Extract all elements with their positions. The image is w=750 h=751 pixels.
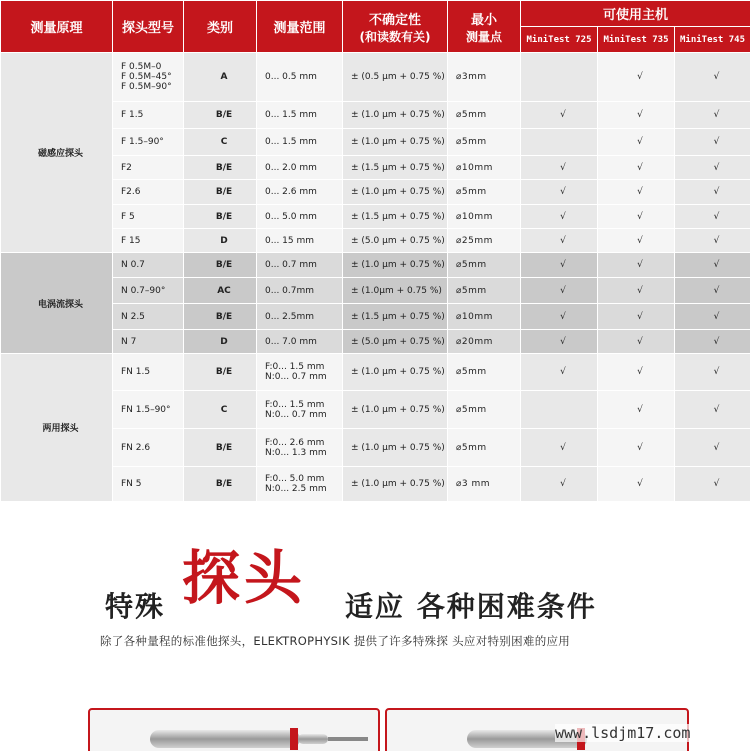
uncertainty-cell: ± (1.0 µm + 0.75 %) bbox=[343, 391, 448, 429]
checkmark-icon: √ bbox=[713, 211, 720, 222]
range-cell: 0... 5.0 mm bbox=[257, 205, 343, 229]
host-check-cell bbox=[521, 330, 598, 354]
model-cell: N 0.7–90° bbox=[113, 278, 184, 304]
host-check-cell bbox=[675, 391, 750, 429]
headline-part2: 探头 bbox=[182, 544, 307, 612]
header-host-725: MiniTest 725 bbox=[521, 27, 598, 53]
host-check-cell bbox=[521, 205, 598, 229]
min-area-cell: ⌀5mm bbox=[448, 354, 521, 391]
checkmark-icon: √ bbox=[637, 72, 643, 82]
table-row bbox=[1, 253, 750, 278]
category-cell: B/E bbox=[184, 354, 257, 391]
header-principle: 测量原理 bbox=[1, 1, 113, 53]
host-check-cell bbox=[598, 467, 675, 502]
host-check-cell bbox=[598, 229, 675, 253]
host-check-cell bbox=[598, 354, 675, 391]
host-check-cell bbox=[521, 129, 598, 156]
model-cell: F2.6 bbox=[113, 180, 184, 205]
uncertainty-cell: ± (1.0 µm + 0.75 %) bbox=[343, 102, 448, 129]
host-check-cell bbox=[598, 53, 675, 102]
category-cell: B/E bbox=[184, 180, 257, 205]
checkmark-icon: √ bbox=[713, 187, 720, 197]
header-uncertainty bbox=[343, 1, 448, 53]
range-cell: 0... 15 mm bbox=[257, 229, 343, 253]
category-cell: B/E bbox=[184, 205, 257, 229]
host-check-cell bbox=[675, 229, 750, 253]
host-check-cell bbox=[521, 253, 598, 278]
uncertainty-cell: ± (5.0 µm + 0.75 %) bbox=[343, 330, 448, 354]
checkmark-icon: √ bbox=[637, 235, 643, 246]
host-check-cell bbox=[598, 330, 675, 354]
checkmark-icon: √ bbox=[637, 479, 643, 489]
checkmark-icon: √ bbox=[637, 162, 643, 173]
probe-neck-left bbox=[298, 734, 328, 744]
headline-part1: 特殊 bbox=[105, 590, 166, 623]
checkmark-icon: √ bbox=[713, 260, 720, 270]
host-check-cell bbox=[598, 278, 675, 304]
host-check-cell bbox=[521, 391, 598, 429]
category-cell: D bbox=[184, 330, 257, 354]
principle-cell: 两用探头 bbox=[1, 354, 113, 502]
watermark: www.lsdjm17.com bbox=[555, 724, 691, 742]
min-area-cell: ⌀5mm bbox=[448, 180, 521, 205]
checkmark-icon: √ bbox=[560, 336, 566, 347]
model-cell: FN 1.5 bbox=[113, 354, 184, 391]
min-area-cell: ⌀10mm bbox=[448, 156, 521, 180]
model-cell: N 2.5 bbox=[113, 304, 184, 330]
header-uncertainty-line2: (和读数有关) bbox=[359, 29, 431, 44]
checkmark-icon: √ bbox=[560, 442, 566, 453]
uncertainty-cell: ± (1.0 µm + 0.75 %) bbox=[343, 429, 448, 467]
checkmark-icon: √ bbox=[713, 404, 720, 415]
uncertainty-cell: ± (1.5 µm + 0.75 %) bbox=[343, 304, 448, 330]
checkmark-icon: √ bbox=[560, 367, 566, 377]
checkmark-icon: √ bbox=[560, 110, 566, 120]
category-cell: B/E bbox=[184, 253, 257, 278]
checkmark-icon: √ bbox=[560, 162, 566, 173]
uncertainty-cell: ± (0.5 µm + 0.75 %) bbox=[343, 53, 448, 102]
checkmark-icon: √ bbox=[637, 367, 643, 377]
table-row bbox=[1, 102, 750, 129]
host-check-cell bbox=[521, 429, 598, 467]
min-area-cell: ⌀10mm bbox=[448, 304, 521, 330]
checkmark-icon: √ bbox=[560, 479, 566, 489]
range-cell: 0... 2.6 mm bbox=[257, 180, 343, 205]
principle-cell: 磁感应探头 bbox=[1, 53, 113, 253]
checkmark-icon: √ bbox=[560, 260, 566, 270]
header-min-area-line2: 测量点 bbox=[465, 29, 502, 44]
header-min-area bbox=[448, 1, 521, 53]
min-area-cell: ⌀3mm bbox=[448, 53, 521, 102]
host-check-cell bbox=[675, 304, 750, 330]
model-cell: F 1.5–90° bbox=[113, 129, 184, 156]
description-text: 除了各种量程的标准他探头，ELEKTROPHYSIK 提供了许多特殊探 头应对特别困难的应用 bbox=[100, 634, 571, 648]
checkmark-icon: √ bbox=[560, 235, 566, 246]
host-check-cell bbox=[598, 391, 675, 429]
checkmark-icon: √ bbox=[637, 110, 643, 120]
host-check-cell bbox=[675, 53, 750, 102]
checkmark-icon: √ bbox=[713, 336, 720, 347]
checkmark-icon: √ bbox=[637, 285, 643, 296]
range-cell: F:0... 1.5 mm N:0... 0.7 mm bbox=[257, 354, 343, 391]
table-row bbox=[1, 205, 750, 229]
min-area-cell: ⌀5mm bbox=[448, 253, 521, 278]
principle-cell: 电涡流探头 bbox=[1, 253, 113, 354]
host-check-cell bbox=[675, 253, 750, 278]
header-hosts-title: 可使用主机 bbox=[521, 1, 750, 27]
host-check-cell bbox=[598, 304, 675, 330]
host-check-cell bbox=[521, 53, 598, 102]
host-check-cell bbox=[675, 278, 750, 304]
range-cell: 0... 1.5 mm bbox=[257, 129, 343, 156]
host-check-cell bbox=[598, 180, 675, 205]
host-check-cell bbox=[521, 304, 598, 330]
model-cell: FN 2.6 bbox=[113, 429, 184, 467]
checkmark-icon: √ bbox=[637, 137, 643, 147]
model-cell: N 7 bbox=[113, 330, 184, 354]
range-cell: F:0... 5.0 mm N:0... 2.5 mm bbox=[257, 467, 343, 502]
uncertainty-cell: ± (1.0 µm + 0.75 %) bbox=[343, 467, 448, 502]
host-check-cell bbox=[521, 180, 598, 205]
checkmark-icon: √ bbox=[560, 311, 566, 322]
category-cell: AC bbox=[184, 278, 257, 304]
checkmark-icon: √ bbox=[637, 442, 643, 453]
checkmark-icon: √ bbox=[713, 311, 720, 322]
checkmark-icon: √ bbox=[560, 285, 566, 296]
table-row bbox=[1, 229, 750, 253]
model-cell: FN 5 bbox=[113, 467, 184, 502]
checkmark-icon: √ bbox=[713, 162, 720, 173]
host-check-cell bbox=[521, 102, 598, 129]
category-cell: B/E bbox=[184, 156, 257, 180]
host-check-cell bbox=[521, 354, 598, 391]
header-host-745: MiniTest 745 bbox=[675, 27, 750, 53]
uncertainty-cell: ± (1.0 µm + 0.75 %) bbox=[343, 253, 448, 278]
host-check-cell bbox=[598, 205, 675, 229]
uncertainty-cell: ± (5.0 µm + 0.75 %) bbox=[343, 229, 448, 253]
uncertainty-cell: ± (1.0 µm + 0.75 %) bbox=[343, 354, 448, 391]
min-area-cell: ⌀3 mm bbox=[448, 467, 521, 502]
category-cell: A bbox=[184, 53, 257, 102]
checkmark-icon: √ bbox=[713, 235, 720, 246]
checkmark-icon: √ bbox=[637, 336, 643, 347]
host-check-cell bbox=[598, 129, 675, 156]
host-check-cell bbox=[598, 102, 675, 129]
checkmark-icon: √ bbox=[713, 110, 720, 120]
table-row bbox=[1, 429, 750, 467]
host-check-cell bbox=[675, 129, 750, 156]
host-check-cell bbox=[675, 102, 750, 129]
model-cell: F2 bbox=[113, 156, 184, 180]
spec-table-body bbox=[1, 53, 750, 502]
min-area-cell: ⌀5mm bbox=[448, 391, 521, 429]
probe-tip-left bbox=[328, 737, 368, 741]
model-cell: F 0.5M–0 F 0.5M–45° F 0.5M–90° bbox=[113, 53, 184, 102]
headline bbox=[0, 545, 750, 625]
range-cell: 0... 0.5 mm bbox=[257, 53, 343, 102]
checkmark-icon: √ bbox=[637, 211, 643, 222]
host-check-cell bbox=[675, 156, 750, 180]
model-cell: F 5 bbox=[113, 205, 184, 229]
table-row bbox=[1, 180, 750, 205]
table-row bbox=[1, 330, 750, 354]
host-check-cell bbox=[521, 229, 598, 253]
host-check-cell bbox=[598, 429, 675, 467]
header-model: 探头型号 bbox=[113, 1, 184, 53]
probe-band-left bbox=[290, 728, 298, 750]
host-check-cell bbox=[675, 330, 750, 354]
header-min-area-line1: 最小 bbox=[470, 12, 497, 28]
category-cell: B/E bbox=[184, 304, 257, 330]
category-cell: C bbox=[184, 129, 257, 156]
checkmark-icon: √ bbox=[637, 260, 643, 270]
probe-image-panel-left bbox=[88, 708, 380, 751]
min-area-cell: ⌀20mm bbox=[448, 330, 521, 354]
category-cell: B/E bbox=[184, 102, 257, 129]
checkmark-icon: √ bbox=[713, 137, 720, 147]
range-cell: 0... 0.7 mm bbox=[257, 253, 343, 278]
range-cell: 0... 2.0 mm bbox=[257, 156, 343, 180]
table-row bbox=[1, 391, 750, 429]
header-uncertainty-line1: 不确定性 bbox=[368, 12, 421, 28]
checkmark-icon: √ bbox=[713, 285, 720, 296]
table-row bbox=[1, 467, 750, 502]
header-host-735: MiniTest 735 bbox=[598, 27, 675, 53]
checkmark-icon: √ bbox=[713, 479, 720, 489]
min-area-cell: ⌀25mm bbox=[448, 229, 521, 253]
model-cell: F 1.5 bbox=[113, 102, 184, 129]
headline-part3: 适应 各种困难条件 bbox=[345, 590, 597, 623]
host-check-cell bbox=[675, 354, 750, 391]
range-cell: 0... 7.0 mm bbox=[257, 330, 343, 354]
checkmark-icon: √ bbox=[560, 211, 566, 222]
uncertainty-cell: ± (1.5 µm + 0.75 %) bbox=[343, 205, 448, 229]
range-cell: F:0... 2.6 mm N:0... 1.3 mm bbox=[257, 429, 343, 467]
category-cell: C bbox=[184, 391, 257, 429]
range-cell: 0... 2.5mm bbox=[257, 304, 343, 330]
host-check-cell bbox=[521, 156, 598, 180]
probe-body-left bbox=[150, 730, 300, 748]
host-check-cell bbox=[521, 467, 598, 502]
header-category: 类别 bbox=[184, 1, 257, 53]
uncertainty-cell: ± (1.5 µm + 0.75 %) bbox=[343, 156, 448, 180]
checkmark-icon: √ bbox=[637, 311, 643, 322]
header-range: 测量范围 bbox=[257, 1, 343, 53]
table-row bbox=[1, 53, 750, 102]
checkmark-icon: √ bbox=[713, 442, 720, 453]
category-cell: B/E bbox=[184, 467, 257, 502]
min-area-cell: ⌀5mm bbox=[448, 429, 521, 467]
checkmark-icon: √ bbox=[637, 404, 643, 415]
min-area-cell: ⌀5mm bbox=[448, 278, 521, 304]
host-check-cell bbox=[598, 156, 675, 180]
table-row bbox=[1, 129, 750, 156]
checkmark-icon: √ bbox=[713, 367, 720, 377]
table-row bbox=[1, 278, 750, 304]
table-row bbox=[1, 156, 750, 180]
checkmark-icon: √ bbox=[560, 187, 566, 197]
host-check-cell bbox=[521, 278, 598, 304]
model-cell: FN 1.5–90° bbox=[113, 391, 184, 429]
category-cell: B/E bbox=[184, 429, 257, 467]
range-cell: 0... 1.5 mm bbox=[257, 102, 343, 129]
host-check-cell bbox=[675, 180, 750, 205]
host-check-cell bbox=[598, 253, 675, 278]
category-cell: D bbox=[184, 229, 257, 253]
host-check-cell bbox=[675, 429, 750, 467]
min-area-cell: ⌀10mm bbox=[448, 205, 521, 229]
uncertainty-cell: ± (1.0 µm + 0.75 %) bbox=[343, 129, 448, 156]
range-cell: 0... 0.7mm bbox=[257, 278, 343, 304]
checkmark-icon: √ bbox=[713, 72, 720, 82]
range-cell: F:0... 1.5 mm N:0... 0.7 mm bbox=[257, 391, 343, 429]
checkmark-icon: √ bbox=[637, 187, 643, 197]
model-cell: N 0.7 bbox=[113, 253, 184, 278]
min-area-cell: ⌀5mm bbox=[448, 102, 521, 129]
table-row bbox=[1, 304, 750, 330]
uncertainty-cell: ± (1.0µm + 0.75 %) bbox=[343, 278, 448, 304]
host-check-cell bbox=[675, 467, 750, 502]
min-area-cell: ⌀5mm bbox=[448, 129, 521, 156]
host-check-cell bbox=[675, 205, 750, 229]
model-cell: F 15 bbox=[113, 229, 184, 253]
uncertainty-cell: ± (1.0 µm + 0.75 %) bbox=[343, 180, 448, 205]
table-row bbox=[1, 354, 750, 391]
